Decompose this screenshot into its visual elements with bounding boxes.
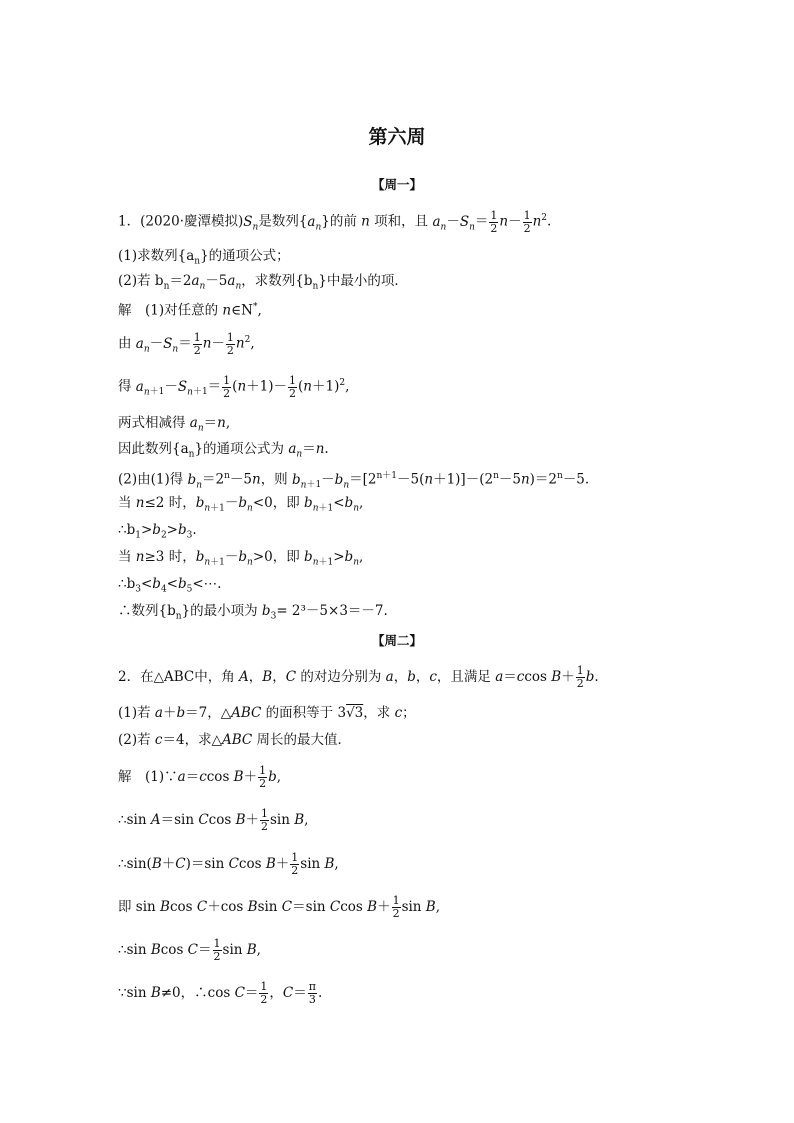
problem-1-question-1: (1)求数列$\{a_n\}$的通项公式； (118, 248, 290, 267)
problem-number: 2． (118, 669, 141, 685)
fraction: $\frac{1}{2}$ (576, 664, 584, 690)
solution-1-line: $\therefore b_3<b_4<b_5<\cdots$. (118, 576, 222, 595)
problem-source: (2020·慶潭模拟) (140, 213, 244, 230)
fraction: $\frac{1}{2}$ (289, 373, 297, 400)
problem-2-question-1: (1)若 a＋b＝7，△ABC 的面积等于 3√3，求 c； (118, 705, 416, 721)
problem-2-statement: 2．在△ABC中，角 A，B，C 的对边分别为 a，b，c，且满足 a＝ccos B＋ $\frac{1}{2}$ b. (118, 664, 599, 690)
fraction: $\frac{1}{2}$ (213, 937, 221, 963)
fraction: $\frac{1}{2}$ (261, 807, 268, 833)
fraction: $\frac{1}{2}$ (223, 373, 231, 400)
problem-number: 1． (118, 213, 141, 230)
solution-2-line: 即 sin Bcos C＋cos Bsin C＝sin Ccos B＋ $\frac{1}{2}$ sin B, (118, 894, 441, 920)
fraction: $\frac{1}{2}$ (226, 330, 234, 357)
solution-1-line: (2)由(1)得 $b_n=2^n-5n$，则 $b_{n+1}-b_n=[2^{n+1}-5(n+1)]-(2^n-5n)=2^n-5$. (118, 471, 590, 491)
solution-1-line: 因此数列$\{a_n\}$的通项公式为 $a_n=n$. (118, 441, 329, 460)
solution-1-line: 当 n≤2 时，$b_{n+1}-b_n<0$，即 $b_{n+1}<b_n$, (118, 495, 364, 514)
fraction: $\frac{1}{2}$ (490, 208, 498, 235)
solution-2-line: 解 (1)∵a＝ccos B＋ $\frac{1}{2}$ b, (118, 764, 282, 790)
fraction: $\frac{1}{2}$ (259, 764, 267, 790)
section-tuesday: 【周二】 (371, 633, 422, 648)
solution-2-line: ∴sin(B＋C)＝sin Ccos B＋ $\frac{1}{2}$ sin B, (118, 851, 339, 877)
page-title: 第六周 (368, 126, 426, 148)
problem-2-question-2: (2)若 c＝4，求△ABC 周长的最大值． (118, 732, 352, 748)
solution-1-line: 由 $a_n-S_n=$ $\frac{1}{2}$ n－ $\frac{1}{2}$ $n^2$, (118, 330, 255, 357)
solution-1-line: $\therefore b_1>b_2>b_3$. (118, 522, 197, 541)
fraction: $\frac{1}{2}$ (193, 330, 201, 357)
fraction: $\frac{1}{2}$ (392, 894, 400, 920)
problem-1-statement: 1．(2020·慶潭模拟)$S_n$是数列$\{a_n\}$的前 n 项和，且 $a_n-S_n=$ $\frac{1}{2}$ n－ $\frac{1}{2}$ $n^2$. (118, 208, 552, 235)
solution-1-line: 得 $a_{n+1}-S_{n+1}=$ $\frac{1}{2}$ (n＋1)－ $\frac{1}{2}$ $(n+1)^2$, (118, 373, 350, 400)
problem-1-question-2: (2)若 $b_n=2a_n-5a_n$，求数列$\{b_n\}$中最小的项． (118, 273, 408, 292)
solution-1-line: 当 n≥3 时，$b_{n+1}-b_n>0$，即 $b_{n+1}>b_n$, (118, 549, 364, 568)
fraction: $\frac{\pi}{3}$ (308, 980, 316, 1006)
fraction: $\frac{1}{2}$ (291, 851, 299, 877)
solution-1-line: ∴数列$\{b_n\}$的最小项为 $b_3= 2^3-5\times 3=-7$. (118, 603, 388, 622)
solution-2-line: ∴sin A＝sin Ccos B＋ $\frac{1}{2}$ sin B, (118, 807, 309, 833)
solution-1-head: 解 (1)对任意的 n∈N*, (118, 302, 262, 319)
solution-2-line: ∵sin B≠0，∴cos C＝ $\frac{1}{2}$ ，C＝ $\frac{\pi}{3}$ . (118, 980, 323, 1006)
fraction: $\frac{1}{2}$ (523, 208, 531, 235)
fraction: $\frac{1}{2}$ (260, 980, 268, 1006)
section-monday: 【周一】 (371, 177, 422, 192)
solution-2-line: ∴sin Bcos C＝ $\frac{1}{2}$ sin B, (118, 937, 261, 963)
solution-1-line: 两式相减得 $a_n=n$, (118, 415, 231, 434)
